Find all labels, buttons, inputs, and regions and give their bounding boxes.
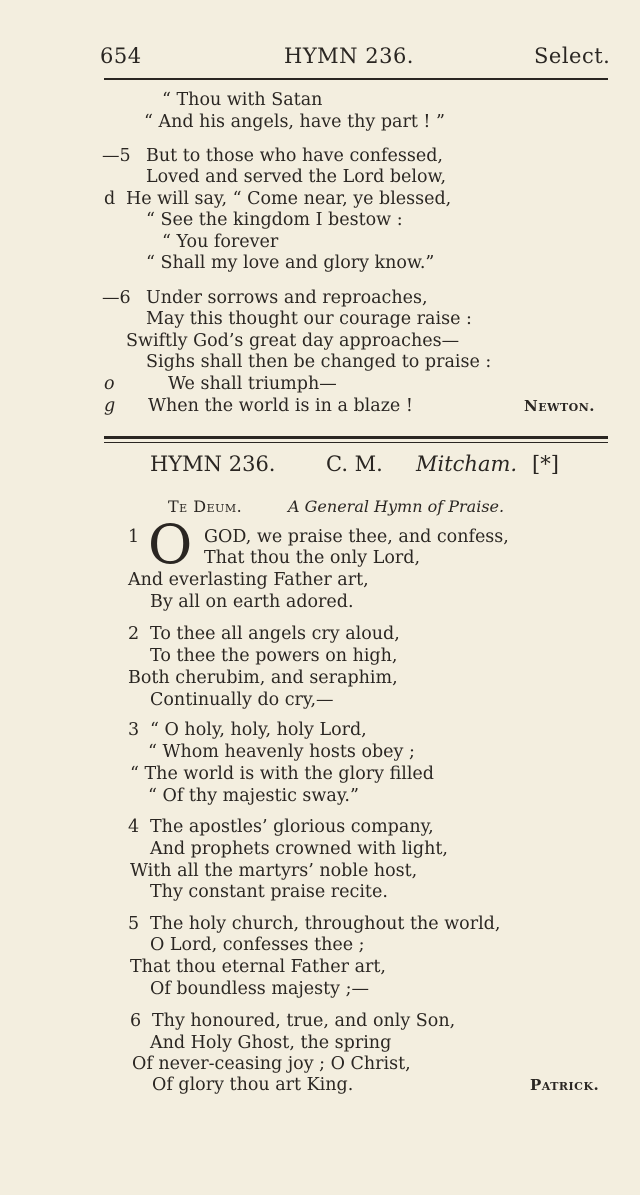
drop-cap: O	[148, 513, 193, 576]
verse-line: Of never-ceasing joy ; O Christ,	[132, 1054, 411, 1074]
verse-line: Continually do cry,—	[150, 690, 334, 710]
verse-line: By all on earth adored.	[150, 592, 354, 612]
verse-line: May this thought our courage raise :	[146, 309, 472, 329]
verse-line: Thy constant praise recite.	[150, 882, 388, 902]
verse-line: The holy church, throughout the world,	[150, 914, 501, 934]
verse-line: With all the martyrs’ noble host,	[130, 861, 418, 881]
verse-line: “ The world is with the glory filled	[130, 764, 434, 784]
verse-line: To thee all angels cry aloud,	[150, 624, 400, 644]
verse-number: —6	[102, 288, 131, 308]
verse-line: “ Shall my love and glory know.”	[146, 253, 435, 273]
verse-line: To thee the powers on high,	[150, 646, 398, 666]
verse-line: And prophets crowned with light,	[150, 839, 448, 859]
verse-line: “ You forever	[162, 232, 279, 252]
verse-line: The apostles’ glorious company,	[150, 817, 434, 837]
verse-line: He will say, “ Come near, ye blessed,	[126, 189, 452, 209]
verse-line: That thou the only Lord,	[204, 548, 421, 568]
section-divider-thick	[104, 436, 608, 439]
page-number: 654	[100, 44, 142, 68]
verse-line: We shall triumph—	[168, 374, 337, 394]
author-attribution: Newton.	[524, 397, 595, 415]
verse-line: “ And his angels, have thy part ! ”	[144, 112, 445, 132]
verse-line: That thou eternal Father art,	[130, 957, 386, 977]
header-rule	[104, 78, 608, 80]
verse-line: Of boundless majesty ;—	[150, 979, 370, 999]
verse-number: 3	[128, 720, 140, 740]
running-title: HYMN 236.	[284, 44, 414, 68]
verse-line: And everlasting Father art,	[128, 570, 369, 590]
verse-line: “ Whom heavenly hosts obey ;	[148, 742, 415, 762]
verse-line: And Holy Ghost, the spring	[150, 1033, 392, 1053]
verse-line: “ Thou with Satan	[162, 90, 323, 110]
section-label: Select.	[534, 44, 611, 68]
verse-line: But to those who have confessed,	[146, 146, 443, 166]
verse-line: O Lord, confesses thee ;	[150, 935, 365, 955]
verse-line: Under sorrows and reproaches,	[146, 288, 428, 308]
editorial-note: [*]	[532, 452, 559, 476]
verse-number: 4	[128, 817, 140, 837]
verse-line: “ O holy, holy, holy Lord,	[150, 720, 367, 740]
verse-number: 5	[128, 914, 140, 934]
hymn-meter: C. M.	[326, 452, 383, 476]
verse-line: “ See the kingdom I bestow :	[146, 210, 403, 230]
verse-number: —5	[102, 146, 131, 166]
verse-number: 1	[128, 527, 140, 547]
author-attribution: Patrick.	[530, 1076, 600, 1094]
verse-line: GOD, we praise thee, and confess,	[204, 527, 509, 547]
dynamic-mark: g	[104, 396, 116, 416]
verse-line: “ Of thy majestic sway.”	[148, 786, 359, 806]
latin-title: Te Deum.	[168, 497, 243, 516]
section-divider-thin	[104, 442, 608, 443]
verse-line: Loved and served the Lord below,	[146, 167, 447, 187]
verse-line: Of glory thou art King.	[152, 1075, 354, 1095]
verse-line: When the world is in a blaze !	[148, 396, 413, 416]
verse-line: Thy honoured, true, and only Son,	[152, 1011, 456, 1031]
tune-name: Mitcham.	[416, 452, 518, 476]
verse-line: Sighs shall then be changed to praise :	[146, 352, 492, 372]
dynamic-mark: d	[104, 189, 116, 209]
verse-number: 6	[130, 1011, 142, 1031]
hymn-subtitle: A General Hymn of Praise.	[288, 497, 505, 516]
verse-line: Swiftly God’s great day approaches—	[126, 331, 460, 351]
dynamic-mark: o	[104, 374, 115, 394]
verse-number: 2	[128, 624, 140, 644]
verse-line: Both cherubim, and seraphim,	[128, 668, 398, 688]
hymn-number: HYMN 236.	[150, 452, 276, 476]
